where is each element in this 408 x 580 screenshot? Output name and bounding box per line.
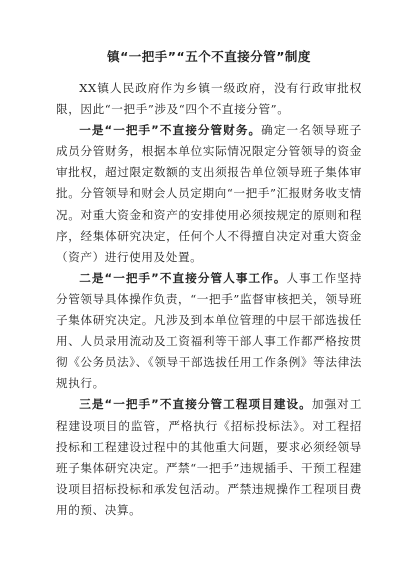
paragraph-heading: 二是“一把手”不直接分管人事工作。 [79,270,287,285]
paragraph-text: XX镇人民政府作为乡镇一级政府，没有行政审批权限，因此“一把手”涉及“四个不直接分管”。 [56,81,362,117]
paragraph-heading: 三是“一把手”不直接分管工程项目建设。 [79,397,312,412]
paragraph-projects [56,394,362,521]
paragraph-text: 人事工作坚持分管领导具体操作负责，“一把手”监督审核把关，领导班子集体研究决定。凡涉及到本单位管理的中层干部选拔任用、人员录用流动及工资福利等干部人事工作都严格按贯彻《公务员法》、《领导干部选拔任用工作条例》等法律法规执行。 [56,270,362,391]
document-title: 镇“一把手”“五个不直接分管”制度 [107,49,311,64]
paragraph-finance [56,120,362,268]
paragraph-heading: 一是“一把手”不直接分管财务。 [79,123,262,138]
paragraph-text: 确定一名领导班子成员分管财务，根据本单位实际情况限定分管领导的资金审批权，超过限定数额的支出须报告单位领导班子集体审批。分管领导和财会人员定期向“一把手”汇报财务收支情况。对重大资金和资产的安排使用必须按规定的原则和程序，经集体研究决定，任何个人不得擅自决定对重大资金（资产）进行使用及处置。 [56,123,362,264]
paragraph-text: 加强对工程建设项目的监管，严格执行《招标投标法》。对工程招投标和工程建设过程中的其他重大问题，要求必须经领导班子集体研究决定。严禁“一把手”违规插手、干预工程建设项目招标投标和承发包活动。严禁违规操作工程项目费用的预、决算。 [56,397,363,517]
paragraph-personnel [56,268,362,395]
paragraph-intro [56,78,362,120]
